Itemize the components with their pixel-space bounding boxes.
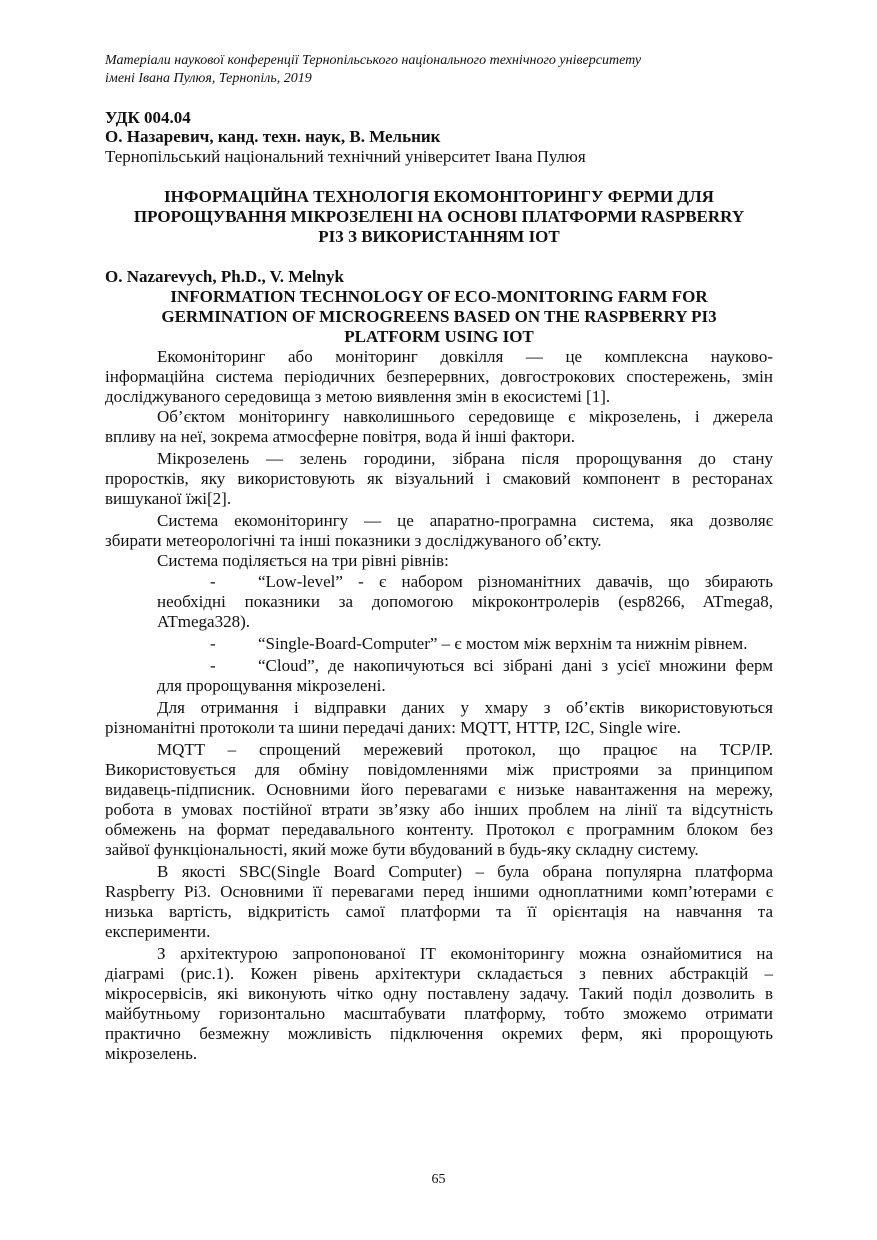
text-line: необхідні показники за допомогою мікроконтролерів (esp8266, ATmega8, bbox=[157, 592, 773, 611]
text-line: зайвої функціональності, який може бути вбудований в будь-яку складну систему. bbox=[105, 840, 699, 859]
text-line: мікросервісів, які виконують чітко одну поставлену задачу. Такий поділ дозволить в bbox=[105, 984, 773, 1003]
title-en-line: GERMINATION OF MICROGREENS BASED ON THE RASPBERRY PI3 bbox=[161, 307, 717, 326]
header-line-2: імені Івана Пулюя, Тернопіль, 2019 bbox=[105, 71, 312, 86]
text-line: діаграмі (рис.1). Кожен рівень архітектури складається з певних абстракцій – bbox=[105, 964, 773, 983]
affiliation: Тернопільський національний технічний університет Івана Пулюя bbox=[105, 147, 586, 166]
text-line: Об’єктом моніторингу навколишнього середовище є мікрозелень, і джерела bbox=[157, 407, 773, 426]
text-line: Для отримання і відправки даних у хмару з об’єктів використовуються bbox=[157, 698, 773, 717]
text-line: ATmega328). bbox=[157, 612, 251, 631]
text-line: майбутньому горизонтально масштабувати платформу, тобто зможемо отримати bbox=[105, 1004, 773, 1023]
title-uk-line: ІНФОРМАЦІЙНА ТЕХНОЛОГІЯ ЕКОМОНІТОРИНГУ ФЕРМИ ДЛЯ bbox=[164, 187, 714, 206]
text-line: для пророщування мікрозелені. bbox=[157, 676, 386, 695]
text-line: інформаційна система періодичних безперервних, довгострокових спостережень, змін bbox=[105, 367, 773, 386]
text-line: “Single-Board-Computer” – є мостом між верхнім та нижнім рівнем. bbox=[258, 634, 748, 653]
text-line: впливу на неї, зокрема атмосферне повітря, вода й інші фактори. bbox=[105, 427, 575, 446]
text-line: З архітектурою запропонованої ІТ екомоніторингу можна ознайомитися на bbox=[157, 944, 773, 963]
text-line: експерименти. bbox=[105, 922, 211, 941]
text-line: видавець-підписник. Основними його перевагами є низьке навантаження на мережу, bbox=[105, 780, 773, 799]
text-line: мікрозелень. bbox=[105, 1044, 198, 1063]
text-line: різноманітні протоколи та шини передачі даних: MQTT, HTTP, I2C, Single wire. bbox=[105, 718, 681, 737]
dash-marker: - bbox=[210, 572, 216, 591]
text-line: MQTT – спрощений мережевий протокол, що працює на TCP/IP. bbox=[157, 740, 773, 759]
text-line: досліджуваного середовища з метою виявлення змін в екосистемі [1]. bbox=[105, 387, 611, 406]
text-line: обмежень на формат передавального контенту. Протокол є програмним блоком без bbox=[105, 820, 773, 839]
text-line: Система екомоніторингу — це апаратно-програмна система, яка дозволяє bbox=[157, 511, 773, 530]
authors-uk: О. Назаревич, канд. техн. наук, В. Мельник bbox=[105, 127, 441, 146]
conference-header bbox=[105, 52, 785, 88]
text-line: вишуканої їжі[2]. bbox=[105, 489, 232, 508]
title-en-line: INFORMATION TECHNOLOGY OF ECO-MONITORING FARM FOR bbox=[170, 287, 708, 306]
page-number: 65 bbox=[431, 1172, 446, 1187]
title-uk-line: PI3 З ВИКОРИСТАННЯМ IOT bbox=[318, 227, 560, 246]
title-uk-line: ПРОРОЩУВАННЯ МІКРОЗЕЛЕНІ НА ОСНОВІ ПЛАТФОРМИ RASPBERRY bbox=[133, 207, 745, 226]
text-line: “Low-level” - є набором різноманітних давачів, що збирають bbox=[258, 572, 773, 591]
text-line: В якості SBC(Single Board Computer) – була обрана популярна платформа bbox=[157, 862, 773, 881]
text-line: низька вартість, відкритість самої платформи та її орієнтація на навчання та bbox=[105, 902, 773, 921]
text-line: “Cloud”, де накопичуються всі зібрані дані з усієї множини ферм bbox=[258, 656, 773, 675]
text-line: Raspberry Pi3. Основними її перевагами перед іншими одноплатними комп’ютерами є bbox=[105, 882, 773, 901]
title-en-line: PLATFORM USING IOT bbox=[344, 327, 534, 346]
dash-marker: - bbox=[210, 656, 216, 675]
levels-intro: Система поділяється на три рівні рівнів: bbox=[157, 551, 449, 570]
text-line: проростків, яку використовують як візуальний і смаковий компонент в ресторанах bbox=[105, 469, 773, 488]
header-line-1: Матеріали наукової конференції Тернопільського національного технічного університету bbox=[105, 53, 642, 68]
udk-code: УДК 004.04 bbox=[105, 108, 191, 127]
text-line: практично безмежну можливість підключення окремих ферм, які пророщують bbox=[105, 1024, 773, 1043]
text-line: Використовується для обміну повідомленнями між пристроями за принципом bbox=[105, 760, 773, 779]
authors-en: O. Nazarevych, Ph.D., V. Melnyk bbox=[105, 267, 344, 286]
text-line: робота в умовах постійної втрати зв’язку або інших проблем на лінії та відсутність bbox=[105, 800, 773, 819]
text-line: Мікрозелень — зелень городини, зібрана після пророщування до стану bbox=[157, 449, 773, 468]
dash-marker: - bbox=[210, 634, 216, 653]
text-line: Екомоніторинг або моніторинг довкілля — це комплексна науково- bbox=[157, 347, 773, 366]
text-line: збирати метеорологічні та інші показники з досліджуваного об’єкту. bbox=[105, 531, 602, 550]
